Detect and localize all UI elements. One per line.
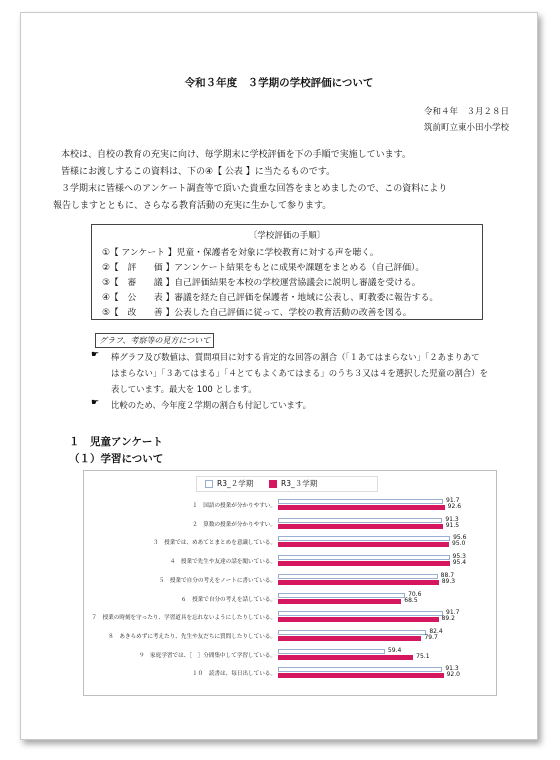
- category-label: ３ 授業では、めあてとまとめを意識している。: [152, 540, 276, 547]
- bar-r3-term2: [278, 593, 405, 598]
- document-page: [20, 12, 538, 740]
- category-label: ７ 授業の時刻を守ったり、学習道具を忘れないようにしたりしている。: [91, 615, 276, 622]
- chart-legend: [196, 476, 378, 492]
- evaluation-steps-box: [91, 224, 483, 320]
- data-label: 79.7: [424, 633, 438, 641]
- bar-r3-term2: [278, 499, 443, 504]
- subsection-title: （１）学習について: [69, 453, 164, 465]
- step-4: ④【 公 表 】審議を経た自己評価を保護者・地域に公表し、町教委に報告する。: [102, 293, 439, 303]
- page-title: 令和３年度 ３学期の学校評価について: [184, 77, 374, 89]
- data-label: 92.0: [446, 671, 460, 679]
- intro-line-1: 本校は、自校の教育の充実に向け、毎学期末に学校評価を下の手順で実施しています。: [61, 150, 411, 160]
- bar-r3-term3: [278, 542, 449, 547]
- legend-label-r3-term2: R3_２学期: [217, 479, 254, 488]
- data-label: 82.4: [429, 627, 443, 635]
- category-label: ４ 授業で先生や友達の話を聞いている。: [169, 559, 276, 566]
- data-label: 59.4: [387, 646, 402, 654]
- data-label: 89.3: [441, 577, 456, 585]
- data-label: 70.6: [408, 590, 422, 598]
- category-label: １０ 読書は、毎日出している。: [192, 671, 276, 678]
- data-label: 91.5: [445, 521, 460, 529]
- note-line-1: 棒グラフ及び数値は、質問項目に対する肯定的な回答の割合（「１あてはまらない」「２あまりあて: [111, 352, 480, 362]
- category-label: ２ 算数の授業が分かりやすい。: [192, 521, 276, 528]
- intro-line-3: ３学期末に皆様へのアンケート調査等で頂いた貴重な回答をまとめましたので、この資料により: [61, 184, 448, 194]
- step-5: ⑤【 改 善 】公表した自己評価に従って、学校の教育活動の改善を図る。: [102, 308, 412, 318]
- data-label: 91.7: [446, 497, 460, 504]
- graph-guide-label: グラフ、考察等の見方について: [95, 333, 214, 348]
- data-label: 88.7: [440, 571, 455, 579]
- bar-r3-term2: [278, 518, 442, 523]
- bar-r3-term3: [278, 505, 445, 510]
- data-label: 95.3: [452, 553, 466, 561]
- bar-r3-term3: [278, 617, 439, 622]
- school-name: 筑前町立東小田小学校: [423, 123, 509, 133]
- data-label: 68.5: [404, 596, 418, 604]
- bar-r3-term2: [278, 630, 426, 635]
- note-line-3: 表しています。最大を 100 とします。: [111, 384, 257, 394]
- bar-r3-term3: [278, 524, 443, 529]
- pointing-hand-icon: ☛: [91, 350, 100, 360]
- category-label: １ 国語の授業が分かりやすい。: [192, 503, 276, 509]
- data-label: 89.2: [441, 615, 455, 623]
- bar-r3-term2: [278, 574, 438, 579]
- step-3: ③【 審 議 】自己評価結果を本校の学校運営協議会に説明し審議を受ける。: [102, 278, 421, 288]
- legend-label-r3-term3: R3_３学期: [281, 479, 318, 488]
- bar-r3-term2: [278, 667, 442, 672]
- intro-line-2: 皆様にお渡しするこの資料は、下の④【 公表 】に当たるものです。: [61, 167, 336, 177]
- note-line-2: はまらない」「３あてはまる」「４とてもよくあてはまる」のうち３又は４を選択した児童の割合）を: [111, 368, 488, 378]
- pointing-hand-icon: ☛: [91, 398, 100, 408]
- bar-r3-term2: [278, 536, 450, 541]
- data-label: 91.7: [446, 609, 460, 617]
- bar-r3-term3: [278, 580, 439, 585]
- category-label: ６ 授業で自分の考えを話している。: [180, 596, 276, 603]
- data-label: 75.1: [416, 652, 430, 660]
- steps-header: 〔学校評価の手順〕: [248, 231, 326, 241]
- category-label: ５ 授業で自分の考えをノートに書いている。: [158, 577, 276, 584]
- legend-swatch-r3-term2: [205, 480, 213, 488]
- bar-r3-term3: [278, 561, 450, 566]
- bar-r3-term3: [278, 655, 413, 660]
- bar-r3-term2: [278, 611, 443, 616]
- section-title: １ 児童アンケート: [69, 436, 163, 448]
- legend-swatch-r3-term3: [269, 480, 277, 488]
- bar-r3-term3: [278, 673, 444, 678]
- data-label: 95.4: [452, 559, 467, 567]
- data-label: 95.6: [453, 534, 467, 542]
- category-label: ９ 家庭学習では、［ ］分間集中して学習している。: [138, 652, 276, 659]
- data-label: 92.6: [447, 503, 462, 510]
- bar-r3-term3: [278, 599, 401, 604]
- bar-r3-term2: [278, 649, 385, 654]
- document-date: 令和４年 ３月２８日: [423, 107, 509, 117]
- step-2: ②【 評 価 】アンンケート結果をもとに成果や課題をまとめる（自己評価）。: [102, 263, 425, 273]
- bar-r3-term3: [278, 636, 421, 641]
- data-label: 95.0: [452, 540, 466, 548]
- data-label: 91.3: [445, 515, 459, 523]
- learning-survey-chart: [83, 470, 497, 696]
- step-1: ①【 アンケート 】児童・保護者を対象に学校教育に対する声を聴く。: [102, 248, 379, 258]
- bar-r3-term2: [278, 555, 450, 560]
- note-line-4: 比較のため、今年度２学期の割合も付記しています。: [111, 400, 311, 410]
- data-label: 91.3: [445, 665, 459, 673]
- intro-line-4: 報告しますとともに、さらなる教育活動の充実に生かして参ります。: [53, 201, 332, 211]
- category-label: ８ あきらめずに考えたり、先生や友だちに質問したりしている。: [108, 633, 276, 640]
